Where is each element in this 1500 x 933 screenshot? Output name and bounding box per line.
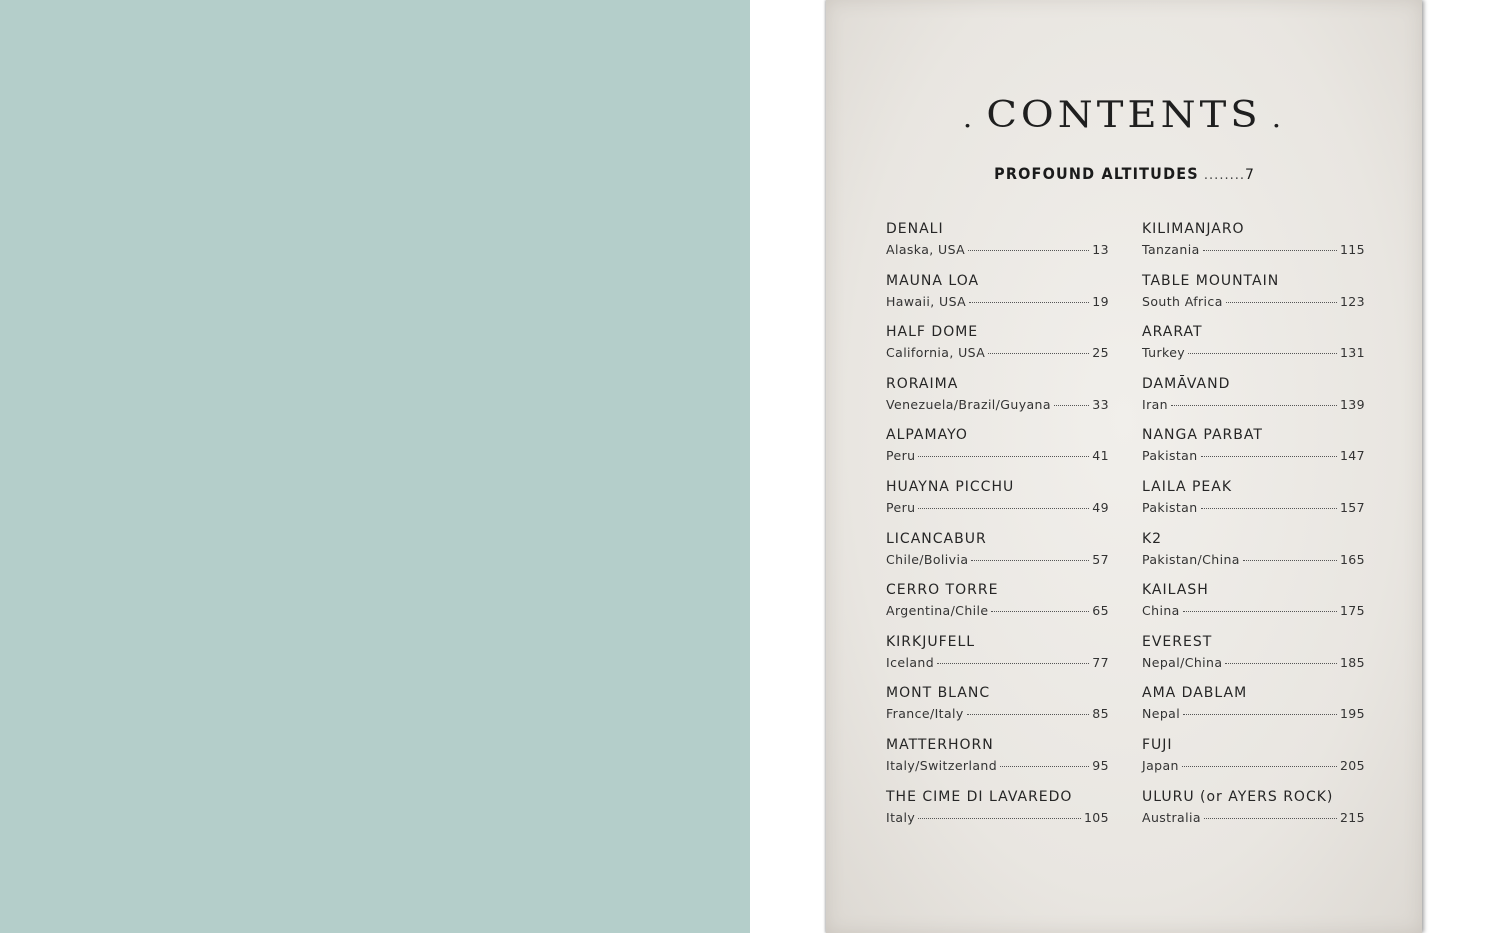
entry-detail-line [886,445,1109,466]
entry-page-number: 85 [1092,706,1109,722]
entry-title: EVEREST [1142,633,1213,650]
entry-title: KIRKJUFELL [886,633,976,650]
page-title [826,94,1422,136]
dot-leader [1188,352,1337,354]
dot-leader [937,662,1089,664]
dot-leader [988,352,1089,354]
entry-location: Australia [1142,809,1201,825]
entry-detail-line [886,703,1109,724]
dot-leader [1183,713,1337,715]
intro-leader: ........ [1203,168,1245,183]
dot-leader [1000,765,1089,767]
toc-entry[interactable] [886,478,1109,530]
entry-location: Nepal/China [1142,654,1223,670]
entry-page-number: 139 [1339,396,1365,412]
entry-detail-line [886,755,1109,776]
entry-title: CERRO TORRE [886,582,999,599]
toc-entry[interactable] [886,581,1109,633]
toc-entry[interactable] [1142,220,1365,272]
entry-title: TABLE MOUNTAIN [1142,272,1280,289]
toc-entry[interactable] [886,323,1109,375]
dot-leader [1182,765,1337,767]
entry-page-number: 41 [1092,448,1109,464]
entry-detail-line [1142,549,1365,570]
contents-right-column [1142,220,1365,839]
entry-location: Hawaii, USA [886,293,967,309]
intro-page-number: 7 [1244,167,1254,183]
entry-title: THE CIME DI LAVAREDO [886,788,1073,805]
entry-location: Chile/Bolivia [886,551,969,567]
entry-location: Italy [886,809,916,825]
dot-leader [1226,301,1337,303]
toc-entry[interactable] [1142,788,1365,840]
dot-leader [918,507,1089,509]
dot-leader [1054,404,1089,406]
entry-detail-line [1142,652,1365,673]
intro-entry[interactable] [826,164,1422,183]
entry-page-number: 215 [1339,809,1365,825]
entry-detail-line [1142,600,1365,621]
intro-label: PROFOUND ALTITUDES [994,164,1199,183]
dot-leader [1203,249,1337,251]
entry-title: ALPAMAYO [886,427,968,444]
entry-title: FUJI [1142,736,1173,753]
entry-page-number: 77 [1092,654,1109,670]
title-dot-right: . [1271,102,1286,135]
entry-location: Peru [886,448,916,464]
entry-detail-line [1142,394,1365,415]
dot-leader [1201,455,1337,457]
entry-page-number: 131 [1339,345,1365,361]
entry-detail-line [1142,755,1365,776]
entry-page-number: 19 [1092,293,1109,309]
entry-page-number: 65 [1092,603,1109,619]
entry-title: ULURU (or AYERS ROCK) [1142,788,1334,805]
entry-title: KILIMANJARO [1142,221,1245,237]
dot-leader [967,713,1090,715]
entry-detail-line [886,497,1109,518]
toc-entry[interactable] [886,272,1109,324]
toc-entry[interactable] [886,530,1109,582]
dot-leader [918,817,1081,819]
toc-entry[interactable] [1142,581,1365,633]
toc-entry[interactable] [1142,375,1365,427]
entry-title: MAUNA LOA [886,272,980,289]
dot-leader [968,249,1089,251]
entry-detail-line [1142,703,1365,724]
toc-entry[interactable] [886,633,1109,685]
entry-detail-line [886,652,1109,673]
dot-leader [969,301,1089,303]
entry-title: MATTERHORN [886,736,994,753]
entry-detail-line [1142,342,1365,363]
entry-location: France/Italy [886,706,964,722]
entry-page-number: 49 [1092,499,1109,515]
entry-location: Alaska, USA [886,242,966,257]
entry-page-number: 185 [1339,654,1365,670]
entry-detail-line [1142,807,1365,828]
dot-leader [991,610,1089,612]
entry-page-number: 25 [1092,345,1109,361]
toc-entry[interactable] [1142,323,1365,375]
entry-page-number: 165 [1339,551,1365,567]
dot-leader [971,559,1089,561]
entry-location: Iceland [886,654,935,670]
entry-detail-line [886,342,1109,363]
toc-entry[interactable] [1142,530,1365,582]
entry-page-number: 195 [1339,706,1365,722]
toc-entry[interactable] [886,684,1109,736]
entry-title: NANGA PARBAT [1142,427,1263,444]
entry-detail-line [1142,445,1365,466]
entry-page-number: 13 [1092,242,1109,257]
entry-detail-line [886,600,1109,621]
entry-page-number: 115 [1339,242,1365,257]
entry-detail-line [1142,497,1365,518]
entry-detail-line [886,394,1109,415]
toc-entry[interactable] [1142,684,1365,736]
entry-page-number: 105 [1083,809,1109,825]
entry-location: Nepal [1142,706,1181,722]
entry-location: Venezuela/Brazil/Guyana [886,396,1051,412]
entry-title: ARARAT [1142,324,1203,341]
entry-location: Pakistan [1142,499,1198,515]
entry-detail-line [1142,291,1365,312]
toc-entry[interactable] [886,426,1109,478]
entry-location: California, USA [886,345,986,361]
toc-entry[interactable] [1142,736,1365,788]
entry-location: Iran [1142,396,1169,412]
entry-detail-line [1142,239,1365,260]
entry-title: LICANCABUR [886,530,987,547]
toc-entry[interactable] [886,736,1109,788]
entry-detail-line [886,291,1109,312]
toc-entry[interactable] [886,375,1109,427]
toc-entry[interactable] [1142,272,1365,324]
entry-title: AMA DABLAM [1142,685,1248,702]
entry-detail-line [886,239,1109,260]
entry-detail-line [886,807,1109,828]
entry-title: RORAIMA [886,375,959,392]
dot-leader [1204,817,1337,819]
dot-leader [1225,662,1337,664]
entry-location: Pakistan [1142,448,1198,464]
entry-title: DENALI [886,221,944,237]
entry-location: Japan [1142,757,1179,773]
entry-title: HUAYNA PICCHU [886,478,1015,495]
dot-leader [1201,507,1337,509]
entry-location: Turkey [1142,345,1186,361]
entry-page-number: 123 [1339,293,1365,309]
entry-page-number: 175 [1339,603,1365,619]
entry-title: MONT BLANC [886,685,991,702]
dot-leader [1171,404,1337,406]
dot-leader [918,455,1089,457]
entry-location: Italy/Switzerland [886,757,998,773]
entry-title: LAILA PEAK [1142,478,1233,495]
title-text: CONTENTS [986,93,1262,137]
toc-entry[interactable] [886,788,1109,840]
entry-page-number: 157 [1339,499,1365,515]
entry-location: Argentina/Chile [886,603,989,619]
entry-page-number: 95 [1092,757,1109,773]
toc-entry[interactable] [1142,478,1365,530]
dot-leader [1243,559,1337,561]
entry-location: China [1142,603,1180,619]
entry-page-number: 57 [1092,551,1109,567]
entry-page-number: 147 [1339,448,1365,464]
entry-page-number: 33 [1092,396,1109,412]
entry-detail-line [886,549,1109,570]
contents-page [826,0,1422,933]
title-dot-left: . [962,102,977,135]
entry-page-number: 205 [1339,757,1365,773]
entry-location: South Africa [1142,293,1223,309]
entry-title: K2 [1142,530,1163,547]
entry-title: KAILASH [1142,582,1209,599]
dot-leader [1183,610,1337,612]
entry-title: HALF DOME [886,324,979,341]
entry-title: DAMĀVAND [1142,375,1231,392]
entry-location: Tanzania [1142,242,1200,257]
entry-location: Peru [886,499,916,515]
toc-entry[interactable] [1142,633,1365,685]
toc-entry[interactable] [1142,426,1365,478]
toc-entry[interactable] [886,220,1109,272]
entry-location: Pakistan/China [1142,551,1240,567]
contents-left-column [886,220,1109,839]
